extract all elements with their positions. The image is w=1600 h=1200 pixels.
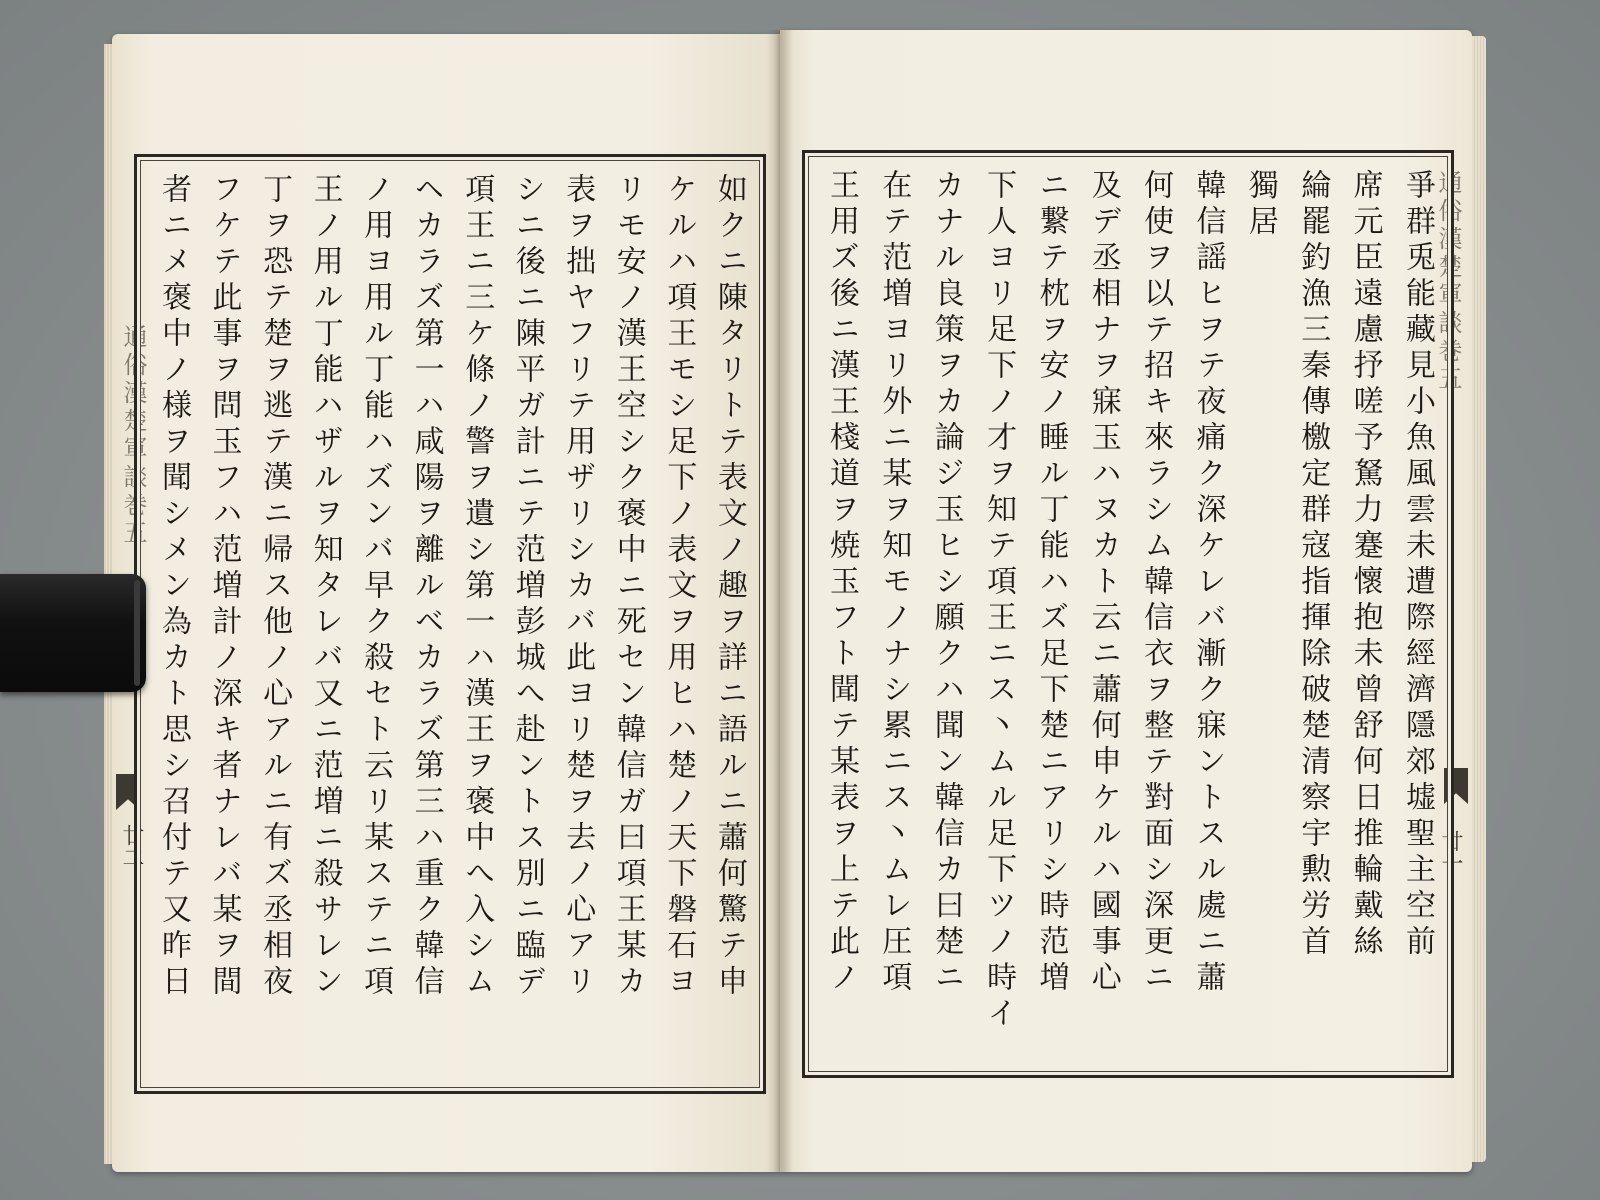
text-column: ニ繋テ枕ヲ安ノ睡ル丁能ハズ足下楚ニアリシ時范増: [1033, 169, 1069, 997]
right-text-frame: [802, 150, 1454, 1078]
text-column: リモ安ノ漢王空シク褒中ニ死セン韓信ガ曰項王某カ: [610, 173, 646, 1001]
poem-column: 爭群兎能藏見小魚風雲未遭際經濟隱郊墟聖主空前: [1399, 169, 1435, 961]
text-column: 者ニメ褒中ノ様ヲ聞シメン為カト思シ召付テ又昨日: [156, 173, 191, 1001]
text-column: 項王ニ三ケ條ノ警ヲ遺シ第一ハ漢王ヲ褒中へ入シム: [459, 173, 495, 1001]
text-column: ノ用ヨ用ル丁能ハズンバ早ク殺セト云リ某ステニ項: [358, 173, 394, 1001]
text-column: ケルハ項王モシ足下ノ表文ヲ用ヒハ楚ノ天下磐石ヨ: [661, 173, 697, 1001]
page-stack-right: [1472, 36, 1486, 1162]
text-column: 何使ヲ以テ招キ來ラシム韓信衣ヲ整テ對面シ深更ニ: [1138, 169, 1174, 997]
text-column: 丁ヲ恐テ楚ヲ逃テ漢ニ帰ス他ノ心アルニ有ズ丞相夜: [257, 173, 293, 1001]
left-text-block: [149, 173, 751, 1077]
left-margin-title: 通俗漢楚軍談巻五: [119, 324, 147, 548]
right-page: [780, 30, 1472, 1172]
left-text-frame: [134, 154, 766, 1094]
poem-column: 獨居: [1242, 169, 1278, 241]
text-column: フケテ此事ヲ問玉フハ范増計ノ深キ者ナレバ某ヲ間: [206, 173, 242, 1001]
text-column: 王ノ用ル丁能ハザルヲ知タレバ又ニ范増ニ殺サレン: [307, 173, 343, 1001]
text-column: 表ヲ拙ヤフリテ用ザリシカバ此ヨリ楚ヲ去ノ心アリ: [560, 173, 596, 1001]
text-column: ヘカラズ第一ハ咸陽ヲ離ルベカラズ第三ハ重ク韓信: [408, 173, 444, 1001]
text-column: 王用ズ後ニ漢王棧道ヲ焼玉フト聞テ某表ヲ上テ此ノ: [824, 169, 859, 997]
right-folio: 廿一: [1438, 830, 1463, 874]
left-page: [112, 34, 780, 1172]
left-folio: 廿二: [119, 824, 144, 868]
text-column: 在テ范増ヨリ外ニ某ヲ知モノナシ累ニス丶ムレ圧項: [876, 169, 912, 997]
text-column: 下人ヨリ足下ノ才ヲ知テ項王ニス丶ムル足下ツノ時イ: [981, 169, 1017, 1033]
open-book: [112, 30, 1470, 1172]
text-column: 如クニ陳タリトテ表文ノ趣ヲ詳ニ語ルニ蕭何驚テ申: [711, 173, 747, 1001]
black-page-clip: [0, 574, 146, 692]
text-column: シニ後ニ陳平ガ計ニテ范増彭城へ赴ントス別ニ臨デ: [509, 173, 545, 1001]
poem-column: 綸罷釣漁三秦傳檄定群寇指揮除破楚清察宇勲労首: [1295, 169, 1331, 961]
poem-column: 席元臣遠慮抒嗟予駑力蹇懷抱未曾舒何日推輪戴絲: [1347, 169, 1383, 961]
text-column: 韓信謡ヒヲテ夜痛ク深ケレバ漸ク寐ントスル處ニ蕭: [1190, 169, 1226, 997]
book-gutter: [767, 30, 793, 1172]
text-column: 及デ丞相ナヲ寐玉ハヌカト云ニ蕭何申ケルハ國事心: [1085, 169, 1121, 997]
right-margin-title: 通俗漢楚軍談巻五: [1434, 170, 1462, 394]
text-column: カナル良策ヲカ論ジ玉ヒシ願クハ聞ン韓信カ曰楚ニ: [928, 169, 964, 997]
right-text-block: [817, 169, 1439, 1061]
